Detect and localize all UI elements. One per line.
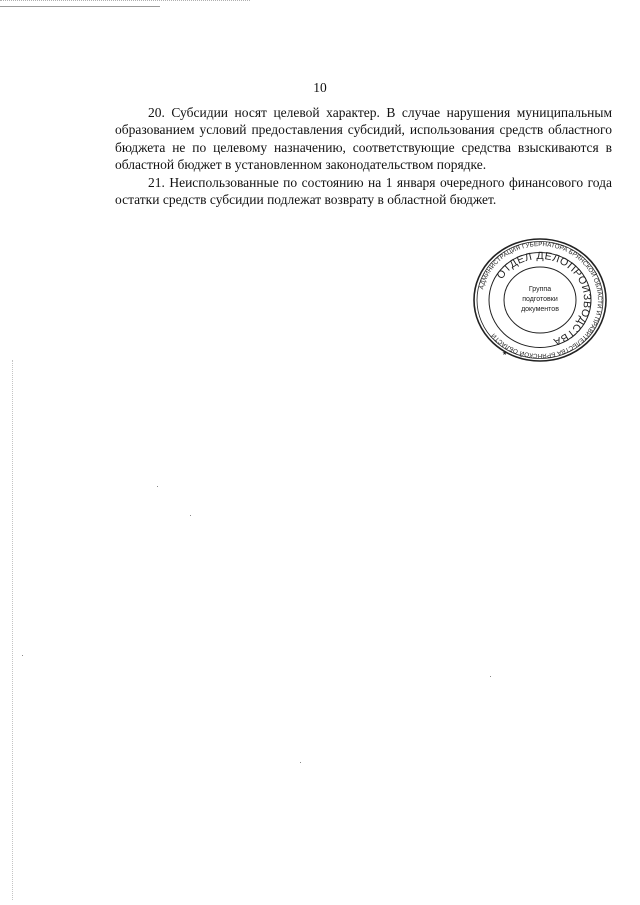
scan-artifact-dots bbox=[12, 360, 15, 900]
scan-speck bbox=[157, 486, 158, 487]
stamp-center-line-3: документов bbox=[521, 306, 559, 313]
scan-speck bbox=[300, 762, 301, 763]
paragraph-21: 21. Неиспользованные по состоянию на 1 января очередного финансового года остатки средств субсидии подлежат возврату в областной бюджет. bbox=[115, 174, 612, 208]
stamp-ring-text: АДМИНИСТРАЦИЯ ГУБЕРНАТОРА БРЯНСКОЙ ОБЛАСТИ И ПРАВИТЕЛЬСТВА БРЯНСКОЙ ОБЛАСТИ bbox=[478, 240, 604, 360]
stamp-center-line-1: Группа bbox=[528, 286, 552, 293]
document-body bbox=[115, 104, 612, 208]
stamp-star-icon: ★ bbox=[502, 350, 508, 357]
scan-artifact-line bbox=[0, 0, 250, 1]
official-stamp bbox=[470, 237, 610, 363]
page-number: 10 bbox=[313, 80, 327, 95]
stamp-inner-text: ОТДЕЛ ДЕЛОПРОИЗВОДСТВА bbox=[494, 249, 594, 348]
scan-speck bbox=[490, 676, 491, 677]
stamp-graphic bbox=[470, 237, 610, 363]
scan-speck bbox=[22, 655, 23, 656]
scan-artifact-line bbox=[0, 6, 160, 7]
stamp-center-line-2: подготовки bbox=[522, 296, 558, 303]
scan-speck bbox=[190, 515, 191, 516]
paragraph-20: 20. Субсидии носят целевой характер. В случае нарушения муниципальным образованием условий предоставления субсидий, использования средств областного бюджета не по целевому назначению, соответствующие средства взыскиваются в областной бюджет в установленном законодательством порядке. bbox=[115, 105, 612, 173]
